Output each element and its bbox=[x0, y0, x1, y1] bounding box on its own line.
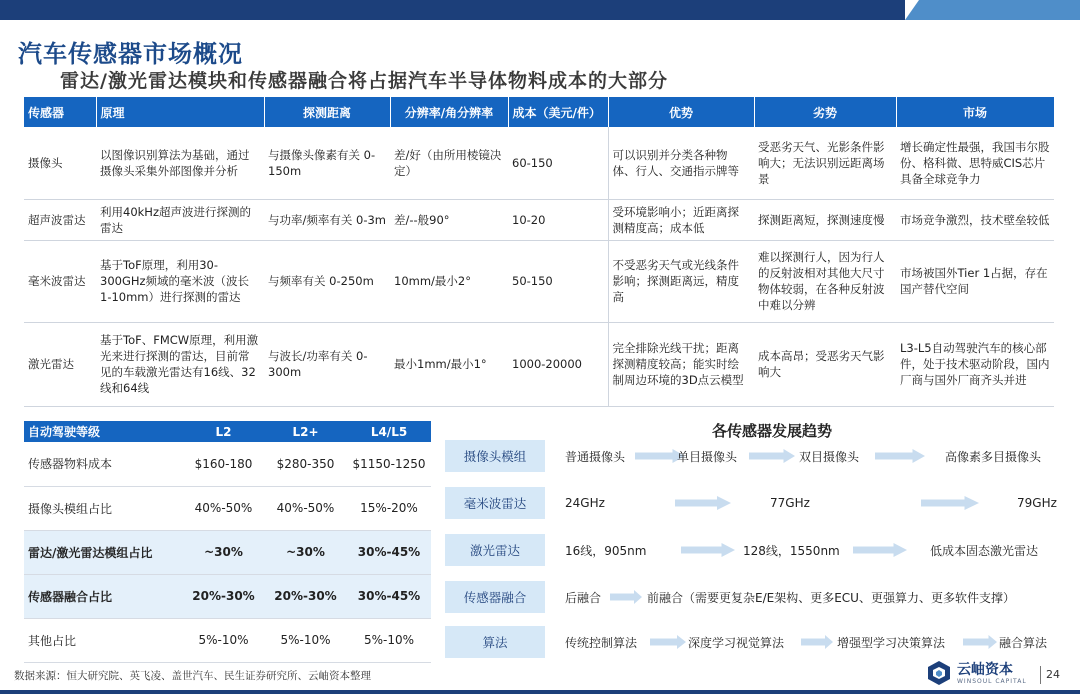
trend-row-algorithm bbox=[445, 626, 1060, 658]
cell-label: 传感器物料成本 bbox=[24, 442, 183, 486]
trend-label: 激光雷达 bbox=[445, 534, 545, 566]
top-banner bbox=[0, 0, 1080, 20]
trend-step: 24GHz bbox=[565, 496, 605, 510]
trend-step: 128线，1550nm bbox=[743, 543, 840, 558]
cell-resolution: 差/好（由所用棱镜决定） bbox=[390, 127, 508, 199]
table-row bbox=[24, 486, 431, 530]
logo-mark-icon bbox=[926, 660, 952, 686]
table-row-highlight bbox=[24, 530, 431, 574]
sensor-comparison-table bbox=[24, 97, 1055, 407]
cell-market: 市场竞争激烈，技术壁垒较低 bbox=[896, 199, 1054, 240]
cell-l2plus: $280-350 bbox=[264, 442, 347, 486]
cell-principle: 利用40kHz超声波进行探测的雷达 bbox=[96, 199, 264, 240]
arrow-right-icon bbox=[650, 635, 686, 649]
header-market: 市场 bbox=[896, 97, 1054, 127]
logo-text: 云岫资本 bbox=[957, 661, 1013, 678]
page-number: 24 bbox=[1046, 668, 1060, 681]
header-l2plus: L2+ bbox=[264, 421, 347, 442]
arrow-right-icon bbox=[749, 449, 795, 463]
cell-pros: 受环境影响小；近距离探测精度高；成本低 bbox=[608, 199, 754, 240]
arrow-right-icon bbox=[675, 496, 731, 510]
table-row bbox=[24, 240, 1054, 322]
trend-label: 传感器融合 bbox=[445, 581, 545, 613]
cell-label: 传感器融合占比 bbox=[24, 574, 183, 618]
page-divider bbox=[1040, 666, 1041, 684]
trend-step: 高像素多目摄像头 bbox=[945, 449, 1042, 464]
cell-sensor: 激光雷达 bbox=[24, 322, 96, 406]
page-subtitle: 雷达/激光雷达模块和传感器融合将占据汽车半导体物料成本的大部分 bbox=[60, 70, 668, 92]
table-row bbox=[24, 618, 431, 662]
trend-step: 后融合 bbox=[565, 590, 602, 605]
table-row bbox=[24, 322, 1054, 406]
trend-label: 算法 bbox=[445, 626, 545, 658]
cell-l2: 40%-50% bbox=[183, 486, 264, 530]
trend-step: 融合算法 bbox=[999, 635, 1048, 650]
page-title: 汽车传感器市场概况 bbox=[18, 40, 243, 68]
cell-range: 与波长/功率有关 0-300m bbox=[264, 322, 390, 406]
cell-pros: 可以识别并分类各种物体、行人、交通指示牌等 bbox=[608, 127, 754, 199]
cell-market: L3-L5自动驾驶汽车的核心部件，处于技术驱动阶段，国内厂商与国外厂商齐头并进 bbox=[896, 322, 1054, 406]
trend-title: 各传感器发展趋势 bbox=[712, 422, 833, 440]
cell-l2plus: 5%-10% bbox=[264, 618, 347, 662]
bottom-rule bbox=[0, 690, 1080, 694]
autonomy-level-table bbox=[24, 421, 431, 663]
trend-label: 毫米波雷达 bbox=[445, 487, 545, 519]
trend-step: 低成本固态激光雷达 bbox=[930, 543, 1039, 558]
cell-sensor: 毫米波雷达 bbox=[24, 240, 96, 322]
header-principle: 原理 bbox=[96, 97, 264, 127]
cell-principle: 以图像识别算法为基础，通过摄像头采集外部图像并分析 bbox=[96, 127, 264, 199]
cell-l4l5: 30%-45% bbox=[347, 530, 431, 574]
table-row-highlight bbox=[24, 574, 431, 618]
header-sensor: 传感器 bbox=[24, 97, 96, 127]
cell-cost: 10-20 bbox=[508, 199, 608, 240]
company-logo bbox=[926, 660, 1027, 686]
table-row bbox=[24, 442, 431, 486]
cell-principle: 基于ToF、FMCW原理，利用激光来进行探测的雷达，目前常见的车载激光雷达有16线、32线和64线 bbox=[96, 322, 264, 406]
table-header-row bbox=[24, 421, 431, 442]
cell-pros: 完全排除光线干扰；距离探测精度较高；能实时绘制周边环境的3D点云模型 bbox=[608, 322, 754, 406]
cell-l2plus: 20%-30% bbox=[264, 574, 347, 618]
cell-l2: 5%-10% bbox=[183, 618, 264, 662]
cell-market: 市场被国外Tier 1占据，存在国产替代空间 bbox=[896, 240, 1054, 322]
cell-l2plus: ~30% bbox=[264, 530, 347, 574]
header-l4l5: L4/L5 bbox=[347, 421, 431, 442]
trend-step: 77GHz bbox=[770, 496, 810, 510]
cell-cons: 探测距离短，探测速度慢 bbox=[754, 199, 896, 240]
cell-resolution: 10mm/最小2° bbox=[390, 240, 508, 322]
arrow-right-icon bbox=[875, 449, 925, 463]
arrow-right-icon bbox=[610, 590, 642, 604]
header-cons: 劣势 bbox=[754, 97, 896, 127]
cell-market: 增长确定性最强，我国韦尔股份、格科微、思特威CIS芯片具备全球竞争力 bbox=[896, 127, 1054, 199]
logo-subtext: WINSOUL CAPITAL bbox=[957, 677, 1027, 685]
trend-step: 16线，905nm bbox=[565, 543, 647, 558]
arrow-right-icon bbox=[853, 543, 907, 557]
cell-cost: 50-150 bbox=[508, 240, 608, 322]
cell-sensor: 超声波雷达 bbox=[24, 199, 96, 240]
header-resolution: 分辨率/角分辨率 bbox=[390, 97, 508, 127]
cell-pros: 不受恶劣天气或光线条件影响；探测距离远，精度高 bbox=[608, 240, 754, 322]
cell-label: 雷达/激光雷达模组占比 bbox=[24, 530, 183, 574]
trend-row-camera bbox=[445, 440, 1060, 472]
table-row bbox=[24, 199, 1054, 240]
cell-l2: $160-180 bbox=[183, 442, 264, 486]
trend-row-mmwave bbox=[445, 487, 1060, 519]
header-cost: 成本（美元/件） bbox=[508, 97, 608, 127]
cell-l4l5: 30%-45% bbox=[347, 574, 431, 618]
arrow-right-icon bbox=[921, 496, 979, 510]
arrow-right-icon bbox=[963, 635, 997, 649]
cell-l2: 20%-30% bbox=[183, 574, 264, 618]
header-level: 自动驾驶等级 bbox=[24, 421, 183, 442]
trend-step: 深度学习视觉算法 bbox=[688, 635, 785, 650]
trend-row-lidar bbox=[445, 534, 1060, 566]
trend-step: 传统控制算法 bbox=[565, 635, 638, 650]
cell-cons: 受恶劣天气、光影条件影响大；无法识别远距离场景 bbox=[754, 127, 896, 199]
cell-cons: 成本高昂；受恶劣天气影响大 bbox=[754, 322, 896, 406]
trend-step: 79GHz bbox=[1017, 496, 1057, 510]
cell-label: 摄像头模组占比 bbox=[24, 486, 183, 530]
cell-l4l5: 5%-10% bbox=[347, 618, 431, 662]
cell-l4l5: $1150-1250 bbox=[347, 442, 431, 486]
trend-label: 摄像头模组 bbox=[445, 440, 545, 472]
trend-step: 增强型学习决策算法 bbox=[837, 635, 946, 650]
cell-l2plus: 40%-50% bbox=[264, 486, 347, 530]
cell-range: 与摄像头像素有关 0-150m bbox=[264, 127, 390, 199]
header-range: 探测距离 bbox=[264, 97, 390, 127]
cell-resolution: 差/--般90° bbox=[390, 199, 508, 240]
header-l2: L2 bbox=[183, 421, 264, 442]
cell-principle: 基于ToF原理，利用30-300GHz频域的毫米波（波长1-10mm）进行探测的雷达 bbox=[96, 240, 264, 322]
cell-resolution: 最小1mm/最小1° bbox=[390, 322, 508, 406]
table-header-row bbox=[24, 97, 1054, 127]
top-banner-dark bbox=[0, 0, 905, 20]
header-pros: 优势 bbox=[608, 97, 754, 127]
cell-l4l5: 15%-20% bbox=[347, 486, 431, 530]
top-banner-light bbox=[905, 0, 1080, 20]
cell-range: 与功率/频率有关 0-3m bbox=[264, 199, 390, 240]
cell-range: 与频率有关 0-250m bbox=[264, 240, 390, 322]
trend-step: 单目摄像头 bbox=[677, 449, 738, 464]
cell-cost: 60-150 bbox=[508, 127, 608, 199]
trend-step: 前融合（需要更复杂E/E架构、更多ECU、更强算力、更多软件支撑） bbox=[647, 590, 1015, 605]
table-row bbox=[24, 127, 1054, 199]
trend-row-fusion bbox=[445, 581, 1060, 613]
cell-l2: ~30% bbox=[183, 530, 264, 574]
cell-cost: 1000-20000 bbox=[508, 322, 608, 406]
trend-step: 双目摄像头 bbox=[799, 449, 860, 464]
trend-step: 普通摄像头 bbox=[565, 449, 626, 464]
arrow-right-icon bbox=[681, 543, 735, 557]
arrow-right-icon bbox=[801, 635, 833, 649]
cell-label: 其他占比 bbox=[24, 618, 183, 662]
cell-cons: 难以探测行人，因为行人的反射波相对其他大尺寸物体较弱，在各种反射波中难以分辨 bbox=[754, 240, 896, 322]
data-source-note: 数据来源：恒大研究院、英飞凌、盖世汽车、民生证券研究所、云岫资本整理 bbox=[14, 670, 371, 682]
cell-sensor: 摄像头 bbox=[24, 127, 96, 199]
